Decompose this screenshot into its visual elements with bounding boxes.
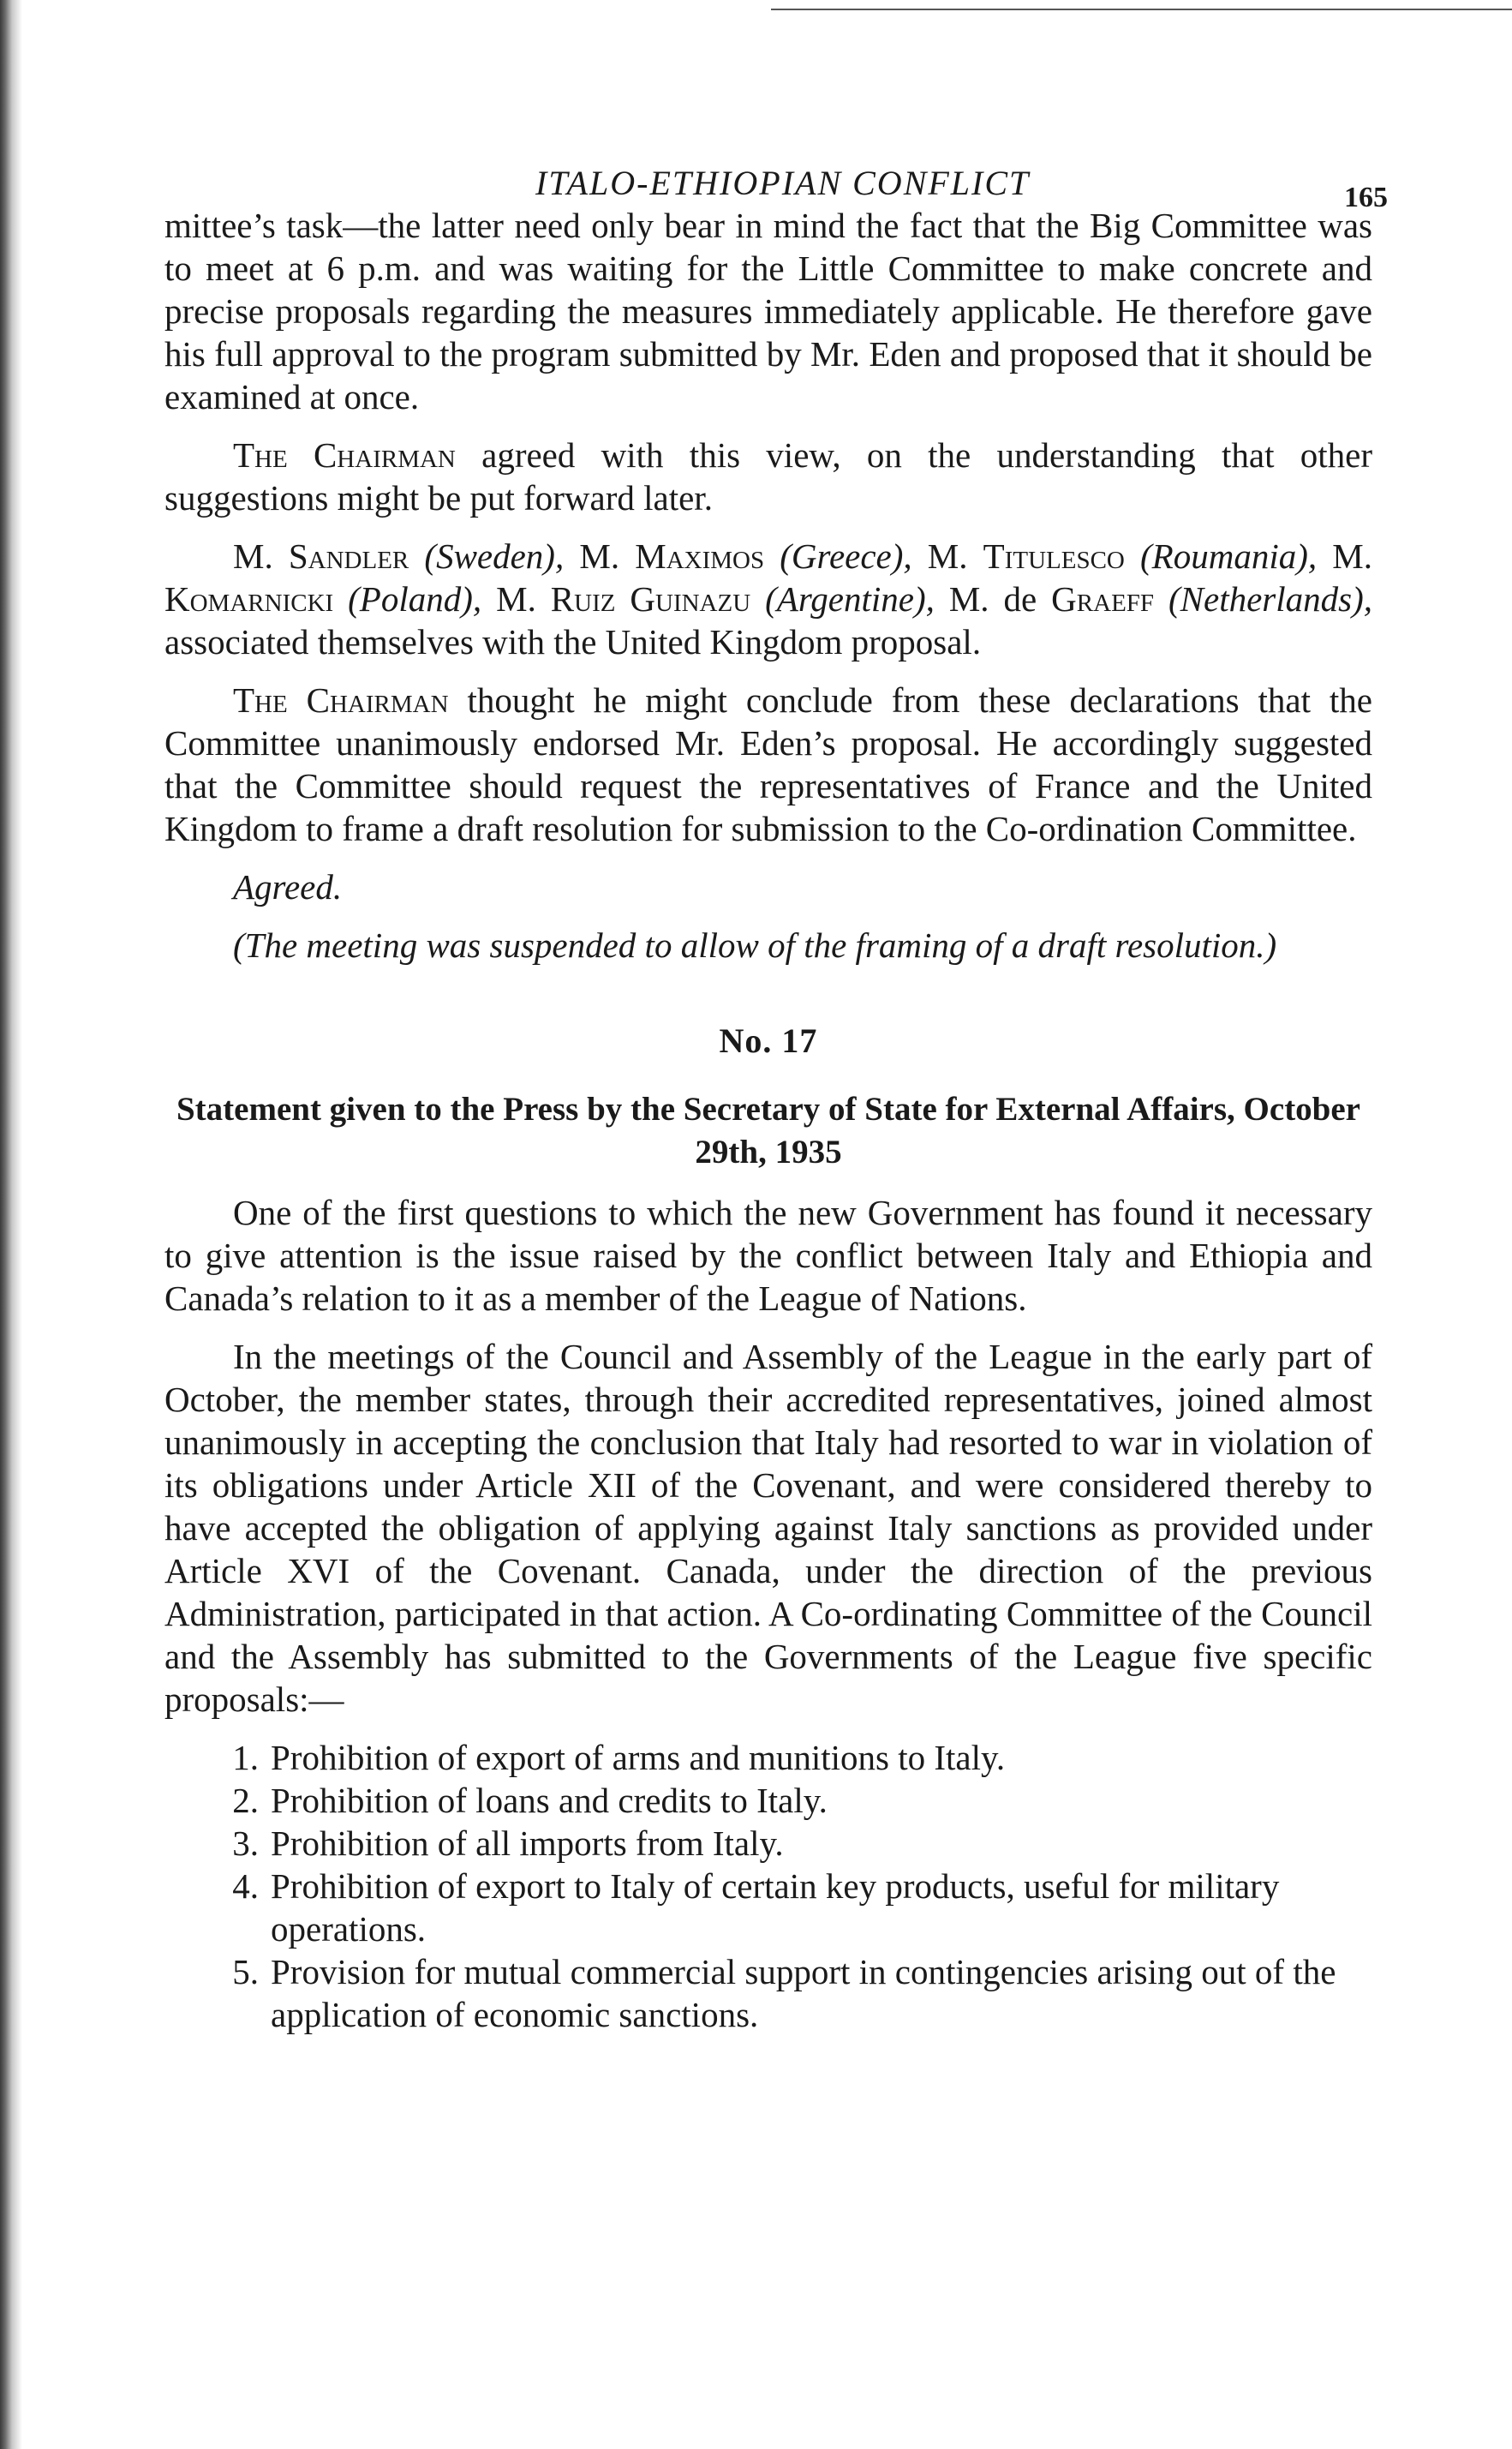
- statement-paragraph-2: In the meetings of the Council and Assembly of the League in the early part of October, the member states, through their accredited representatives, joined almost unanimously in accepting the conclusion that Italy had resorted to war in violation of its obligations under Article XII of the Covenant, and were considered thereby to have accepted the obligation of applying against Italy sanctions as provided under Article XVI of the Covenant. Canada, under the direction of the previous Administration, participated in that action. A Co-ordinating Committee of the Council and the Assembly has submitted to the Governments of the League five specific proposals:—: [164, 1337, 1372, 1719]
- list-item: [164, 1736, 1372, 1779]
- paragraph-text: agreed with this view, on the understanding that other suggestions might be put forward later.: [164, 435, 1372, 518]
- list-item-text: Prohibition of export of arms and munitions to Italy.: [271, 1738, 1006, 1777]
- delegate-country: (Poland),: [333, 579, 497, 619]
- statement-paragraph-1: One of the first questions to which the new Government has found it necessary to give attention is the issue raised by the conflict between Italy and Ethiopia and Canada’s relation to it as a member of the League of Nations.: [164, 1193, 1372, 1318]
- delegate-country: (Sweden),: [409, 536, 580, 576]
- paragraph-text: thought he might conclude from these declarations that the Committee unanimously endorsed Mr. Eden’s proposal. He accordingly suggested that the Committee should request the representatives of France and the United Kingdom to frame a draft resolution for submission to the Co-ordination Committee.: [164, 680, 1372, 848]
- honorific: M.: [1332, 536, 1372, 576]
- honorific: M. de: [948, 579, 1052, 619]
- scan-top-rule: [771, 0, 1512, 10]
- delegate-country: (Argentine),: [750, 579, 949, 619]
- delegate-name: Komarnicki: [164, 579, 334, 619]
- list-item-number: 2.: [232, 1781, 259, 1820]
- delegate-name: Titulesco: [983, 536, 1125, 576]
- chairman-paragraph-1: [164, 434, 1372, 519]
- delegate-country: (Roumania),: [1124, 536, 1333, 576]
- list-item: [164, 1779, 1372, 1822]
- list-item-number: 5.: [232, 1952, 259, 1991]
- list-item: [164, 1865, 1372, 1950]
- delegate-name: Maximos: [635, 536, 765, 576]
- list-item-text: Prohibition of export to Italy of certain key products, useful for military operations.: [271, 1866, 1280, 1949]
- list-item-number: 1.: [232, 1738, 259, 1777]
- page-number: 165: [1344, 182, 1388, 213]
- delegate-name: Ruiz Guinazu: [550, 579, 751, 619]
- list-item-text: Provision for mutual commercial support in contingencies arising out of the application of economic sanctions.: [271, 1952, 1336, 2034]
- delegate-name: Graeff: [1051, 579, 1155, 619]
- delegate-country: (Netherlands),: [1154, 579, 1373, 619]
- honorific: M.: [927, 536, 983, 576]
- delegates-paragraph: [164, 535, 1372, 663]
- speaker-name: The Chairman: [233, 680, 449, 720]
- speaker-name: The Chairman: [233, 435, 456, 475]
- list-item: [164, 1950, 1372, 2036]
- delegate-name: Sandler: [288, 536, 409, 576]
- list-item-text: Prohibition of all imports from Italy.: [271, 1823, 784, 1863]
- continued-paragraph: mittee’s task—the latter need only bear in mind the fact that the Big Committee was to meet at 6 p.m. and was waiting for the Little Committee to make concrete and precise proposals regarding the measures immediately applicable. He therefore gave his full approval to the program submitted by Mr. Eden and proposed that it should be examined at once.: [164, 206, 1372, 416]
- running-header-title: ITALO-ETHIOPIAN CONFLICT: [535, 164, 1031, 202]
- scan-binding-shadow: [0, 0, 22, 2449]
- document-number: No. 17: [719, 1021, 818, 1060]
- paragraph-text: associated themselves with the United Kingdom proposal.: [164, 622, 982, 662]
- proposals-list: [164, 1736, 1372, 2036]
- honorific: M.: [579, 536, 636, 576]
- page-body: [164, 204, 1372, 2036]
- delegate-country: (Greece),: [764, 536, 928, 576]
- agreed-note: Agreed.: [233, 867, 343, 907]
- list-item: [164, 1822, 1372, 1865]
- list-item-text: Prohibition of loans and credits to Italy.: [271, 1781, 828, 1820]
- document-title: Statement given to the Press by the Secretary of State for External Affairs, October 29th, 1935: [176, 1091, 1360, 1171]
- honorific: M.: [496, 579, 551, 619]
- list-item-number: 3.: [232, 1823, 259, 1863]
- list-item-number: 4.: [232, 1866, 259, 1906]
- honorific: M.: [233, 536, 289, 576]
- suspension-note: (The meeting was suspended to allow of the framing of a draft resolution.): [233, 925, 1277, 965]
- chairman-paragraph-2: [164, 679, 1372, 850]
